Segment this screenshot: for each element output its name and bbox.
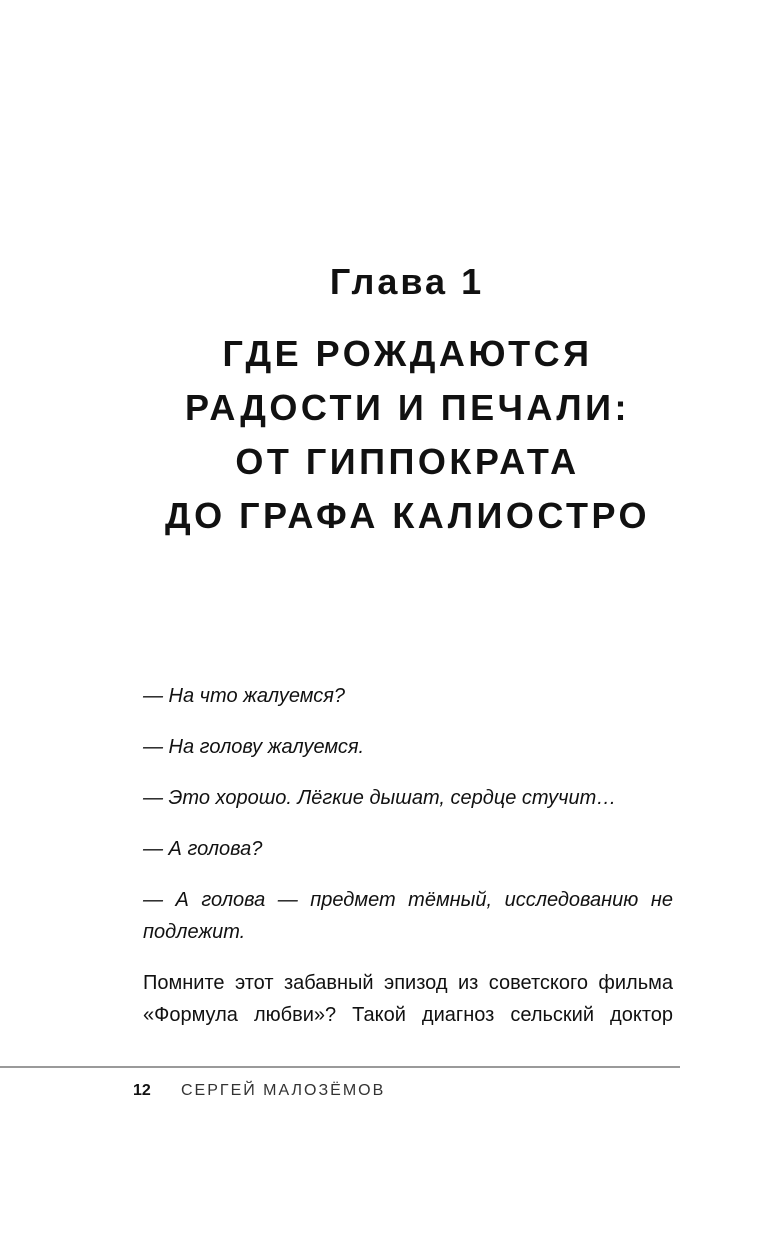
chapter-title-line: ДО ГРАФА КАЛИОСТРО — [164, 495, 650, 536]
dialogue-line: — На что жалуемся? — [143, 685, 346, 707]
dialogue-line: — На голову жалуемся. — [143, 736, 365, 758]
chapter-number: Глава 1 — [329, 261, 485, 302]
running-author: СЕРГЕЙ МАЛОЗЁМОВ — [181, 1082, 386, 1099]
dialogue-line: — А голова — предмет тёмный, исследованию не подлежит. — [143, 889, 673, 943]
page-number: 12 — [133, 1082, 151, 1099]
running-footer — [133, 1076, 385, 1106]
body-text — [143, 680, 673, 1031]
chapter-title — [120, 327, 695, 543]
dialogue-line: — Это хорошо. Лёгкие дышат, сердце стучит… — [143, 787, 617, 809]
dialogue-line: — А голова? — [143, 838, 263, 860]
footer-divider — [0, 1066, 680, 1068]
chapter-title-line: РАДОСТИ И ПЕЧАЛИ: — [185, 387, 630, 428]
body-paragraph: Помните этот забавный эпизод из советского фильма «Формула любви»? Такой диагноз сельский доктор — [143, 972, 673, 1026]
chapter-title-line: ГДЕ РОЖДАЮТСЯ — [222, 333, 593, 374]
chapter-title-line: ОТ ГИППОКРАТА — [235, 441, 580, 482]
